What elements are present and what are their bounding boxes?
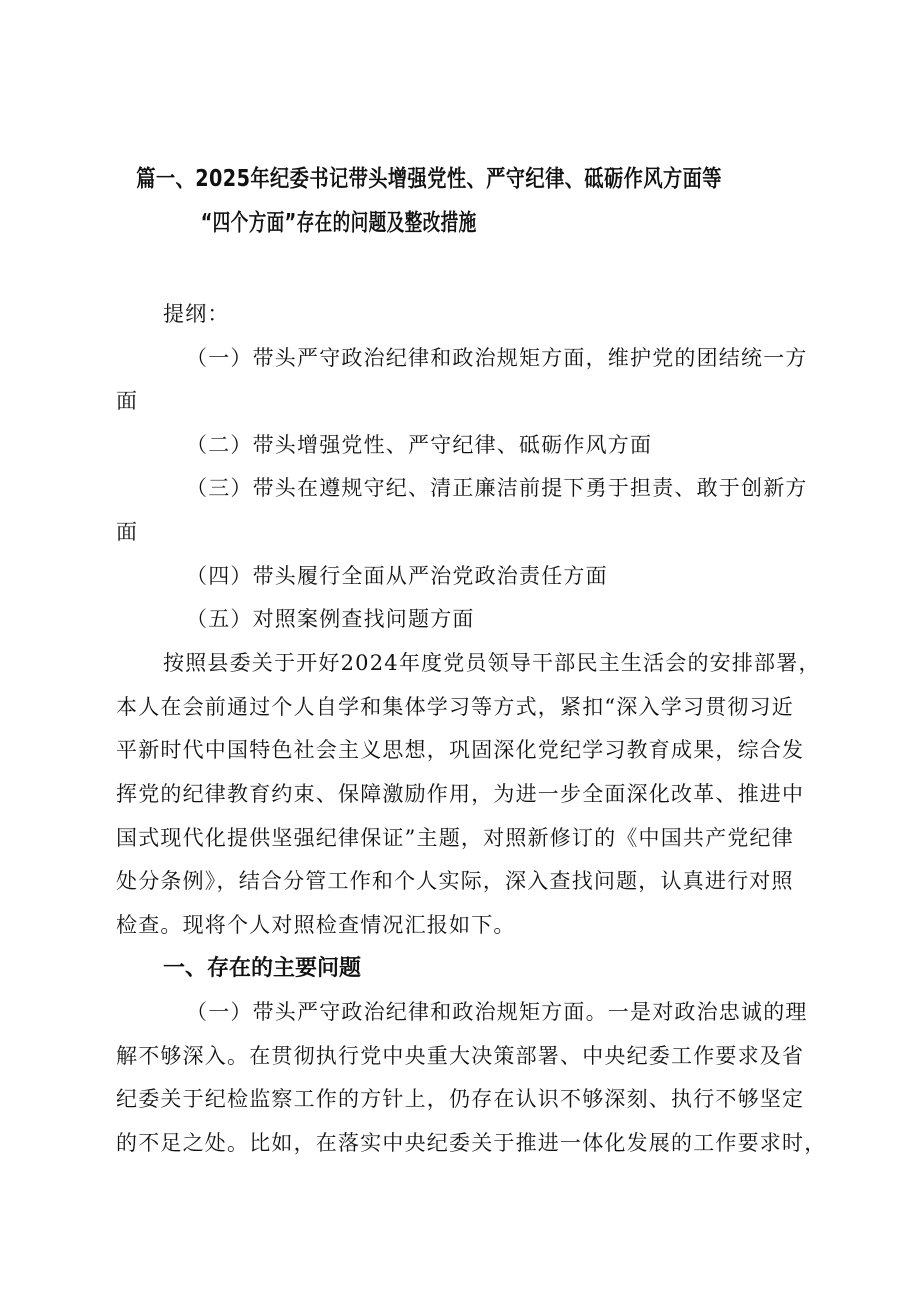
outline-item-3-line-2: 面 xyxy=(116,520,139,544)
outline-item-1-line-1: （一）带头严守政治纪律和政治规矩方面，维护党的团结统一方 xyxy=(186,346,808,370)
outline-item-4: （四）带头履行全面从严治党政治责任方面 xyxy=(186,564,608,588)
intro-line-7: 检查。现将个人对照检查情况汇报如下。 xyxy=(116,913,516,937)
section-1-line-1: （一）带头严守政治纪律和政治规矩方面。一是对政治忠诚的理 xyxy=(186,1000,808,1024)
intro-line-1: 按照县委关于开好2024年度党员领导干部民主生活会的安排部署， xyxy=(163,651,821,675)
section-1-line-4: 的不足之处。比如，在落实中央纪委关于推进一体化发展的工作要求时， xyxy=(116,1131,827,1155)
outline-item-5: （五）对照案例查找问题方面 xyxy=(186,607,475,631)
intro-line-4: 挥党的纪律教育约束、保障激励作用，为进一步全面深化改革、推进中 xyxy=(116,782,805,806)
outline-item-3-line-1: （三）带头在遵规守纪、清正廉洁前提下勇于担责、敢于创新方 xyxy=(186,476,808,500)
intro-line-5: 国式现代化提供坚强纪律保证”主题，对照新修订的《中国共产党纪律 xyxy=(116,826,794,850)
outline-label: 提纲： xyxy=(163,302,230,326)
intro-line-3: 平新时代中国特色社会主义思想，巩固深化党纪学习教育成果，综合发 xyxy=(116,738,805,762)
document-title-line-1: 篇一、2025年纪委书记带头增强党性、严守纪律、砥砺作风方面等 xyxy=(136,166,722,192)
outline-item-2: （二）带头增强党性、严守纪律、砥砺作风方面 xyxy=(186,433,653,457)
document-title-line-2: “四个方面”存在的问题及整改措施 xyxy=(200,210,477,236)
section-1-line-2: 解不够深入。在贯彻执行党中央重大决策部署、中央纪委工作要求及省 xyxy=(116,1044,805,1068)
outline-item-1-line-2: 面 xyxy=(116,389,139,413)
intro-line-6: 处分条例》，结合分管工作和个人实际，深入查找问题，认真进行对照 xyxy=(116,869,794,893)
section-1-line-3: 纪委关于纪检监察工作的方针上，仍存在认识不够深刻、执行不够坚定 xyxy=(116,1087,805,1111)
section-1-heading: 一、存在的主要问题 xyxy=(163,956,362,981)
intro-line-2: 本人在会前通过个人自学和集体学习等方式，紧扣“深入学习贯彻习近 xyxy=(116,695,794,719)
